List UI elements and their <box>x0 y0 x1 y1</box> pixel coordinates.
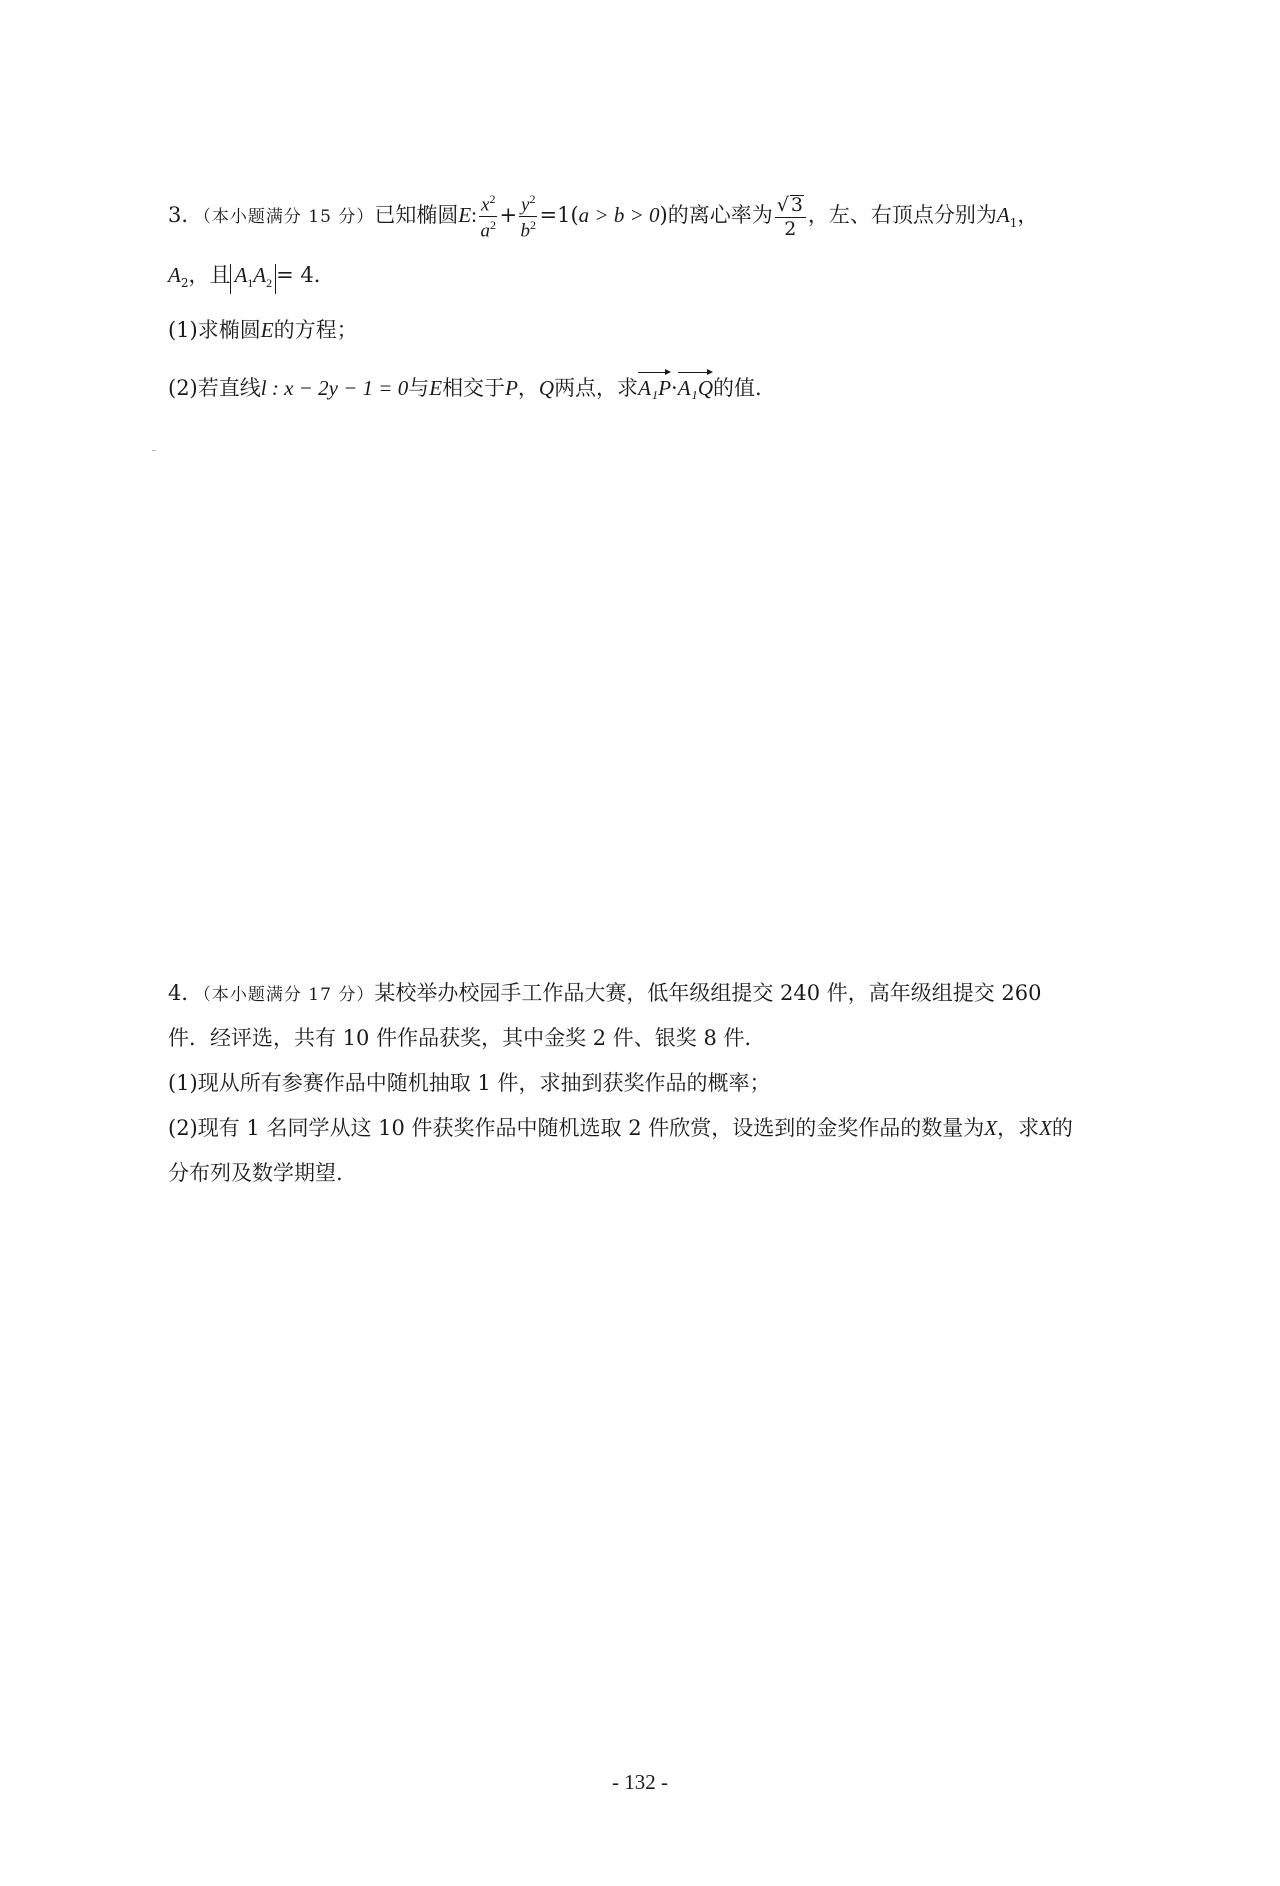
q3-stem-pre: 已知椭圆 <box>374 203 459 227</box>
q3-condition: a > b > 0 <box>578 203 660 227</box>
q3-fraction-x: $\frac{x^2}{a^2}$ <box>480 191 496 242</box>
q3-score: （本小题满分 15 分） <box>202 207 375 227</box>
q3-distance: $A_1A_2$ <box>230 264 276 294</box>
q3-number: 3． <box>168 203 203 227</box>
q3-line-2: $A_2$，且 $A_1A_2 = 4$． <box>168 260 335 298</box>
q4-line-1: 4．（本小题满分 17 分）某校举办校园手工作品大赛，低年级组提交 240 件，高年级组提交 260 <box>168 981 1042 1005</box>
q3-eccentricity: $\frac{√ 3}{2}$ <box>775 195 806 239</box>
q3-line-1: 3．（本小题满分 15 分）已知椭圆E: $\frac{x^2}{a^2}$ + $\frac{y^2}{b^2}$ =1(a > b > 0)的离心率为 $\frac{√ 3}{2}$ ，左、右顶点分别为$A_1$， <box>168 191 1039 242</box>
q3-vector-a1q: A₁Q <box>678 370 713 403</box>
q3-line-equation: l : x − 2y − 1 = 0 <box>260 376 409 400</box>
q4-line-2: 件．经评选，共有 10 件作品获奖，其中金奖 2 件、银奖 8 件． <box>168 1026 766 1050</box>
q3-stem-post: ，左、右顶点分别为 <box>807 203 997 227</box>
q4-part-2-cont: 分布列及数学期望. <box>168 1161 343 1185</box>
page-number: - 132 - <box>612 1770 668 1794</box>
q4-part-2: (2)现有 1 名同学从这 10 件获奖作品中随机选取 2 件欣赏，设选到的金奖作品的数量为X，求X的 <box>168 1116 1073 1140</box>
q3-ellipse-name: E <box>458 203 472 227</box>
q3-part-2: (2)若直线l : x − 2y − 1 = 0与E相交于P，Q两点，求A₁P·A₁Q的值. <box>168 370 762 403</box>
q4-part-1: (1)现从所有参赛作品中随机抽取 1 件，求抽到获奖作品的概率； <box>168 1071 771 1095</box>
q4-score: （本小题满分 17 分） <box>202 985 375 1005</box>
q3-fraction-y: $\frac{y^2}{b^2}$ <box>520 191 537 242</box>
q3-part-1: (1)求椭圆E的方程； <box>168 318 358 342</box>
q3-vector-a1p: A₁P <box>638 370 671 403</box>
q3-stem-mid: 的离心率为 <box>667 203 773 227</box>
scan-speck <box>152 450 156 451</box>
